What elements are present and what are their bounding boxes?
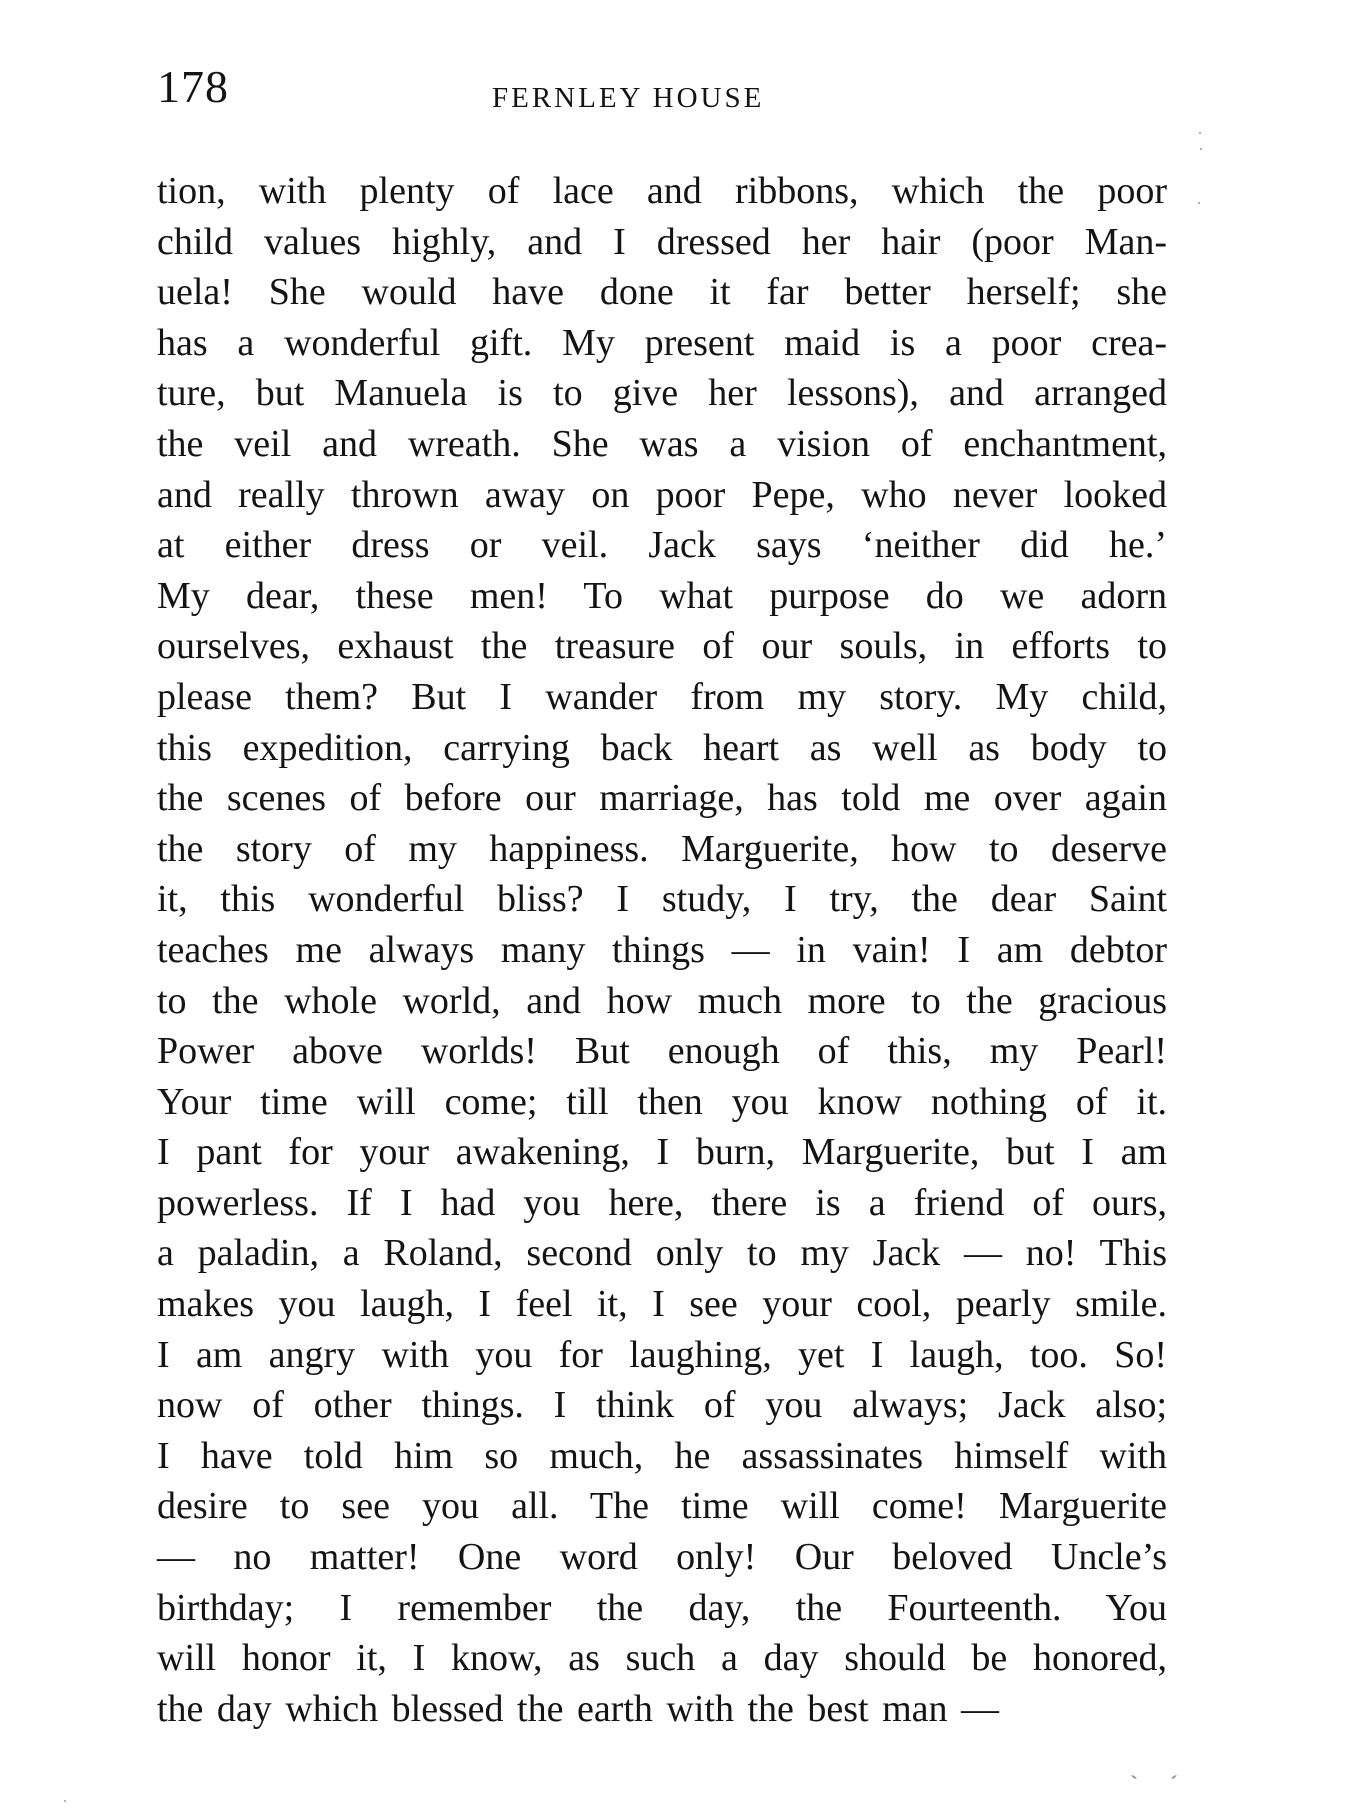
scan-speck	[1200, 148, 1202, 150]
text-line: Power above worlds! But enough of this, my Pearl!	[157, 1030, 1167, 1073]
text-line: makes you laugh, I feel it, I see your cool, pearly smile.	[157, 1283, 1167, 1326]
text-line: powerless. If I had you here, there is a friend of ours,	[157, 1181, 1167, 1224]
scan-speck	[1198, 202, 1200, 204]
text-line: a paladin, a Roland, second only to my Jack — no! This	[157, 1232, 1167, 1275]
text-line: uela! She would have done it far better herself; she	[157, 271, 1167, 314]
text-line: it, this wonderful bliss? I study, I try, the dear Saint	[157, 878, 1167, 921]
scan-speck	[64, 1800, 66, 1802]
text-line: the day which blessed the earth with the best man —	[157, 1687, 1000, 1730]
text-line: I pant for your awakening, I burn, Marguerite, but I am	[157, 1131, 1167, 1174]
text-line: this expedition, carrying back heart as well as body to	[157, 726, 1167, 769]
text-line: ourselves, exhaust the treasure of our souls, in efforts to	[157, 625, 1167, 668]
body-text	[157, 166, 1167, 1734]
text-line: I am angry with you for laughing, yet I laugh, too. So!	[157, 1333, 1167, 1376]
text-line: My dear, these men! To what purpose do we adorn	[157, 574, 1167, 617]
text-line: birthday; I remember the day, the Fourteenth. You	[157, 1586, 1167, 1629]
scan-speck	[1131, 1774, 1137, 1779]
text-line: the story of my happiness. Marguerite, how to deserve	[157, 827, 1167, 870]
text-line: — no matter! One word only! Our beloved Uncle’s	[157, 1536, 1167, 1579]
text-line: I have told him so much, he assassinates himself with	[157, 1434, 1167, 1477]
text-line: please them? But I wander from my story. My child,	[157, 675, 1167, 718]
text-line: will honor it, I know, as such a day should be honored,	[157, 1637, 1167, 1680]
text-line: at either dress or veil. Jack says ‘neither did he.’	[157, 524, 1167, 567]
text-line: has a wonderful gift. My present maid is a poor crea-	[157, 321, 1167, 364]
text-line: child values highly, and I dressed her hair (poor Man-	[157, 220, 1167, 263]
text-line: Your time will come; till then you know nothing of it.	[157, 1080, 1167, 1123]
text-line: the scenes of before our marriage, has told me over again	[157, 777, 1167, 820]
text-line: tion, with plenty of lace and ribbons, which the poor	[157, 170, 1167, 212]
text-line: the veil and wreath. She was a vision of enchantment,	[157, 422, 1167, 465]
page-number: 178	[157, 61, 229, 112]
text-line: now of other things. I think of you always; Jack also;	[157, 1384, 1167, 1427]
text-line: desire to see you all. The time will come! Marguerite	[157, 1485, 1167, 1528]
scan-speck	[1171, 1774, 1177, 1779]
text-line: ture, but Manuela is to give her lessons), and arranged	[157, 372, 1167, 415]
text-line: and really thrown away on poor Pepe, who never looked	[157, 473, 1167, 516]
text-line: to the whole world, and how much more to the gracious	[157, 979, 1167, 1022]
running-title: FERNLEY HOUSE	[492, 82, 765, 114]
text-line: teaches me always many things — in vain! I am debtor	[157, 928, 1167, 971]
scan-speck	[1199, 132, 1201, 134]
